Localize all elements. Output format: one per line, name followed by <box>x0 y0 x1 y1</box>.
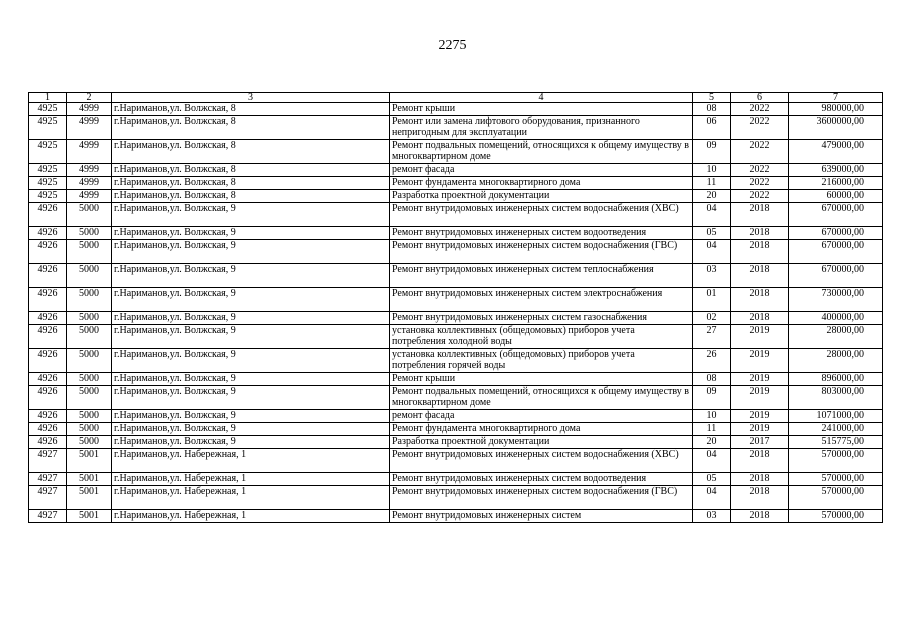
row-number-cell: 4926 <box>29 203 67 227</box>
cost-cell: 803000,00 <box>789 386 883 410</box>
work-type-cell: Ремонт крыши <box>390 373 693 386</box>
year-cell: 2019 <box>731 386 789 410</box>
work-type-cell: Ремонт внутридомовых инженерных систем электроснабжения <box>390 288 693 312</box>
address-cell: г.Нариманов,ул. Волжская, 9 <box>112 436 390 449</box>
address-cell: г.Нариманов,ул. Волжская, 9 <box>112 423 390 436</box>
work-type-cell: ремонт фасада <box>390 164 693 177</box>
year-cell: 2022 <box>731 140 789 164</box>
work-type-cell: ремонт фасада <box>390 410 693 423</box>
work-type-cell: Ремонт внутридомовых инженерных систем теплоснабжения <box>390 264 693 288</box>
table-row <box>29 140 883 164</box>
house-id-cell: 5000 <box>67 373 112 386</box>
address-cell: г.Нариманов,ул. Волжская, 9 <box>112 325 390 349</box>
work-type-cell: Ремонт внутридомовых инженерных систем водоснабжения (ХВС) <box>390 203 693 227</box>
column-header: 7 <box>789 93 883 103</box>
cost-cell: 1071000,00 <box>789 410 883 423</box>
work-type-cell: Ремонт внутридомовых инженерных систем водоотведения <box>390 473 693 486</box>
table-row <box>29 240 883 264</box>
address-cell: г.Нариманов,ул. Волжская, 8 <box>112 177 390 190</box>
year-cell: 2017 <box>731 436 789 449</box>
work-code-cell: 27 <box>693 325 731 349</box>
table-row <box>29 288 883 312</box>
table-row <box>29 190 883 203</box>
year-cell: 2018 <box>731 264 789 288</box>
year-cell: 2018 <box>731 203 789 227</box>
work-code-cell: 09 <box>693 140 731 164</box>
row-number-cell: 4926 <box>29 288 67 312</box>
year-cell: 2018 <box>731 312 789 325</box>
table-row <box>29 349 883 373</box>
house-id-cell: 5001 <box>67 473 112 486</box>
year-cell: 2018 <box>731 473 789 486</box>
work-type-cell: Ремонт внутридомовых инженерных систем водоснабжения (ГВС) <box>390 240 693 264</box>
house-id-cell: 5001 <box>67 510 112 523</box>
cost-cell: 241000,00 <box>789 423 883 436</box>
work-type-cell: Ремонт подвальных помещений, относящихся к общему имуществу в многоквартирном доме <box>390 386 693 410</box>
table-row <box>29 203 883 227</box>
work-code-cell: 09 <box>693 386 731 410</box>
row-number-cell: 4925 <box>29 140 67 164</box>
table-header-row <box>29 93 883 103</box>
table-row <box>29 264 883 288</box>
year-cell: 2022 <box>731 190 789 203</box>
address-cell: г.Нариманов,ул. Волжская, 9 <box>112 203 390 227</box>
row-number-cell: 4927 <box>29 473 67 486</box>
house-id-cell: 5000 <box>67 288 112 312</box>
house-id-cell: 4999 <box>67 164 112 177</box>
table-row <box>29 423 883 436</box>
work-type-cell: Ремонт крыши <box>390 103 693 116</box>
column-header: 3 <box>112 93 390 103</box>
table-body <box>29 93 883 523</box>
row-number-cell: 4925 <box>29 116 67 140</box>
table-row <box>29 116 883 140</box>
cost-cell: 896000,00 <box>789 373 883 386</box>
work-type-cell: Ремонт или замена лифтового оборудования, признанного непригодным для эксплуатации <box>390 116 693 140</box>
work-code-cell: 20 <box>693 190 731 203</box>
cost-cell: 570000,00 <box>789 473 883 486</box>
cost-cell: 515775,00 <box>789 436 883 449</box>
year-cell: 2018 <box>731 486 789 510</box>
address-cell: г.Нариманов,ул. Волжская, 8 <box>112 116 390 140</box>
work-code-cell: 10 <box>693 410 731 423</box>
work-type-cell: Разработка проектной документации <box>390 436 693 449</box>
cost-cell: 479000,00 <box>789 140 883 164</box>
address-cell: г.Нариманов,ул. Волжская, 9 <box>112 264 390 288</box>
work-code-cell: 04 <box>693 449 731 473</box>
year-cell: 2018 <box>731 240 789 264</box>
address-cell: г.Нариманов,ул. Волжская, 9 <box>112 349 390 373</box>
row-number-cell: 4925 <box>29 164 67 177</box>
work-type-cell: Ремонт внутридомовых инженерных систем газоснабжения <box>390 312 693 325</box>
address-cell: г.Нариманов,ул. Волжская, 9 <box>112 410 390 423</box>
year-cell: 2022 <box>731 177 789 190</box>
work-type-cell: Разработка проектной документации <box>390 190 693 203</box>
address-cell: г.Нариманов,ул. Набережная, 1 <box>112 449 390 473</box>
house-id-cell: 5000 <box>67 240 112 264</box>
work-code-cell: 11 <box>693 423 731 436</box>
address-cell: г.Нариманов,ул. Волжская, 8 <box>112 103 390 116</box>
house-id-cell: 5001 <box>67 449 112 473</box>
column-header: 1 <box>29 93 67 103</box>
work-type-cell: Ремонт внутридомовых инженерных систем водоотведения <box>390 227 693 240</box>
house-id-cell: 4999 <box>67 103 112 116</box>
row-number-cell: 4926 <box>29 349 67 373</box>
work-code-cell: 10 <box>693 164 731 177</box>
work-code-cell: 06 <box>693 116 731 140</box>
work-type-cell: Ремонт подвальных помещений, относящихся к общему имуществу в многоквартирном доме <box>390 140 693 164</box>
row-number-cell: 4927 <box>29 486 67 510</box>
year-cell: 2022 <box>731 103 789 116</box>
row-number-cell: 4926 <box>29 312 67 325</box>
column-header: 2 <box>67 93 112 103</box>
table-row <box>29 436 883 449</box>
row-number-cell: 4925 <box>29 190 67 203</box>
cost-cell: 670000,00 <box>789 264 883 288</box>
house-id-cell: 4999 <box>67 177 112 190</box>
address-cell: г.Нариманов,ул. Волжская, 9 <box>112 288 390 312</box>
work-code-cell: 04 <box>693 203 731 227</box>
cost-cell: 670000,00 <box>789 203 883 227</box>
row-number-cell: 4926 <box>29 410 67 423</box>
year-cell: 2022 <box>731 116 789 140</box>
row-number-cell: 4926 <box>29 386 67 410</box>
cost-cell: 639000,00 <box>789 164 883 177</box>
work-code-cell: 20 <box>693 436 731 449</box>
row-number-cell: 4926 <box>29 264 67 288</box>
cost-cell: 980000,00 <box>789 103 883 116</box>
table-row <box>29 410 883 423</box>
column-header: 4 <box>390 93 693 103</box>
cost-cell: 570000,00 <box>789 449 883 473</box>
year-cell: 2019 <box>731 410 789 423</box>
cost-cell: 28000,00 <box>789 325 883 349</box>
work-code-cell: 02 <box>693 312 731 325</box>
row-number-cell: 4927 <box>29 510 67 523</box>
address-cell: г.Нариманов,ул. Волжская, 8 <box>112 190 390 203</box>
house-id-cell: 5000 <box>67 349 112 373</box>
address-cell: г.Нариманов,ул. Набережная, 1 <box>112 510 390 523</box>
house-id-cell: 5000 <box>67 325 112 349</box>
work-code-cell: 03 <box>693 264 731 288</box>
cost-cell: 670000,00 <box>789 240 883 264</box>
table-row <box>29 473 883 486</box>
table-row <box>29 373 883 386</box>
row-number-cell: 4925 <box>29 177 67 190</box>
row-number-cell: 4926 <box>29 227 67 240</box>
address-cell: г.Нариманов,ул. Волжская, 8 <box>112 140 390 164</box>
year-cell: 2018 <box>731 449 789 473</box>
row-number-cell: 4926 <box>29 423 67 436</box>
table-row <box>29 312 883 325</box>
page-number: 2275 <box>438 38 467 53</box>
house-id-cell: 5000 <box>67 312 112 325</box>
work-type-cell: Ремонт внутридомовых инженерных систем водоснабжения (ХВС) <box>390 449 693 473</box>
work-type-cell: Ремонт фундамента многоквартирного дома <box>390 177 693 190</box>
house-id-cell: 4999 <box>67 116 112 140</box>
address-cell: г.Нариманов,ул. Волжская, 9 <box>112 227 390 240</box>
address-cell: г.Нариманов,ул. Волжская, 9 <box>112 312 390 325</box>
cost-cell: 400000,00 <box>789 312 883 325</box>
table-row <box>29 177 883 190</box>
row-number-cell: 4926 <box>29 325 67 349</box>
row-number-cell: 4926 <box>29 373 67 386</box>
cost-cell: 60000,00 <box>789 190 883 203</box>
address-cell: г.Нариманов,ул. Волжская, 9 <box>112 373 390 386</box>
work-type-cell: установка коллективных (общедомовых) приборов учета потребления горячей воды <box>390 349 693 373</box>
house-id-cell: 5000 <box>67 203 112 227</box>
year-cell: 2019 <box>731 349 789 373</box>
address-cell: г.Нариманов,ул. Волжская, 9 <box>112 386 390 410</box>
house-id-cell: 5000 <box>67 410 112 423</box>
table-row <box>29 103 883 116</box>
work-code-cell: 05 <box>693 227 731 240</box>
work-code-cell: 08 <box>693 103 731 116</box>
house-id-cell: 5000 <box>67 436 112 449</box>
year-cell: 2018 <box>731 288 789 312</box>
address-cell: г.Нариманов,ул. Набережная, 1 <box>112 486 390 510</box>
address-cell: г.Нариманов,ул. Набережная, 1 <box>112 473 390 486</box>
year-cell: 2018 <box>731 227 789 240</box>
work-type-cell: Ремонт фундамента многоквартирного дома <box>390 423 693 436</box>
house-id-cell: 5000 <box>67 264 112 288</box>
row-number-cell: 4926 <box>29 436 67 449</box>
address-cell: г.Нариманов,ул. Волжская, 9 <box>112 240 390 264</box>
year-cell: 2018 <box>731 510 789 523</box>
work-code-cell: 11 <box>693 177 731 190</box>
house-id-cell: 5000 <box>67 227 112 240</box>
house-id-cell: 5000 <box>67 386 112 410</box>
column-header: 5 <box>693 93 731 103</box>
column-header: 6 <box>731 93 789 103</box>
year-cell: 2019 <box>731 423 789 436</box>
work-code-cell: 01 <box>693 288 731 312</box>
work-type-cell: Ремонт внутридомовых инженерных систем водоснабжения (ГВС) <box>390 486 693 510</box>
row-number-cell: 4926 <box>29 240 67 264</box>
year-cell: 2019 <box>731 373 789 386</box>
house-id-cell: 4999 <box>67 140 112 164</box>
cost-cell: 28000,00 <box>789 349 883 373</box>
house-id-cell: 5001 <box>67 486 112 510</box>
table-row <box>29 449 883 473</box>
cost-cell: 570000,00 <box>789 510 883 523</box>
table-row <box>29 164 883 177</box>
table-row <box>29 325 883 349</box>
work-code-cell: 08 <box>693 373 731 386</box>
row-number-cell: 4925 <box>29 103 67 116</box>
cost-cell: 730000,00 <box>789 288 883 312</box>
address-cell: г.Нариманов,ул. Волжская, 8 <box>112 164 390 177</box>
year-cell: 2019 <box>731 325 789 349</box>
table-row <box>29 486 883 510</box>
work-code-cell: 04 <box>693 486 731 510</box>
cost-cell: 670000,00 <box>789 227 883 240</box>
house-id-cell: 5000 <box>67 423 112 436</box>
table-row <box>29 227 883 240</box>
repair-program-table <box>28 92 883 523</box>
cost-cell: 216000,00 <box>789 177 883 190</box>
work-code-cell: 26 <box>693 349 731 373</box>
table-row <box>29 386 883 410</box>
work-code-cell: 04 <box>693 240 731 264</box>
cost-cell: 570000,00 <box>789 486 883 510</box>
year-cell: 2022 <box>731 164 789 177</box>
row-number-cell: 4927 <box>29 449 67 473</box>
work-code-cell: 03 <box>693 510 731 523</box>
table-row <box>29 510 883 523</box>
work-type-cell: установка коллективных (общедомовых) приборов учета потребления холодной воды <box>390 325 693 349</box>
work-type-cell: Ремонт внутридомовых инженерных систем <box>390 510 693 523</box>
work-code-cell: 05 <box>693 473 731 486</box>
cost-cell: 3600000,00 <box>789 116 883 140</box>
house-id-cell: 4999 <box>67 190 112 203</box>
